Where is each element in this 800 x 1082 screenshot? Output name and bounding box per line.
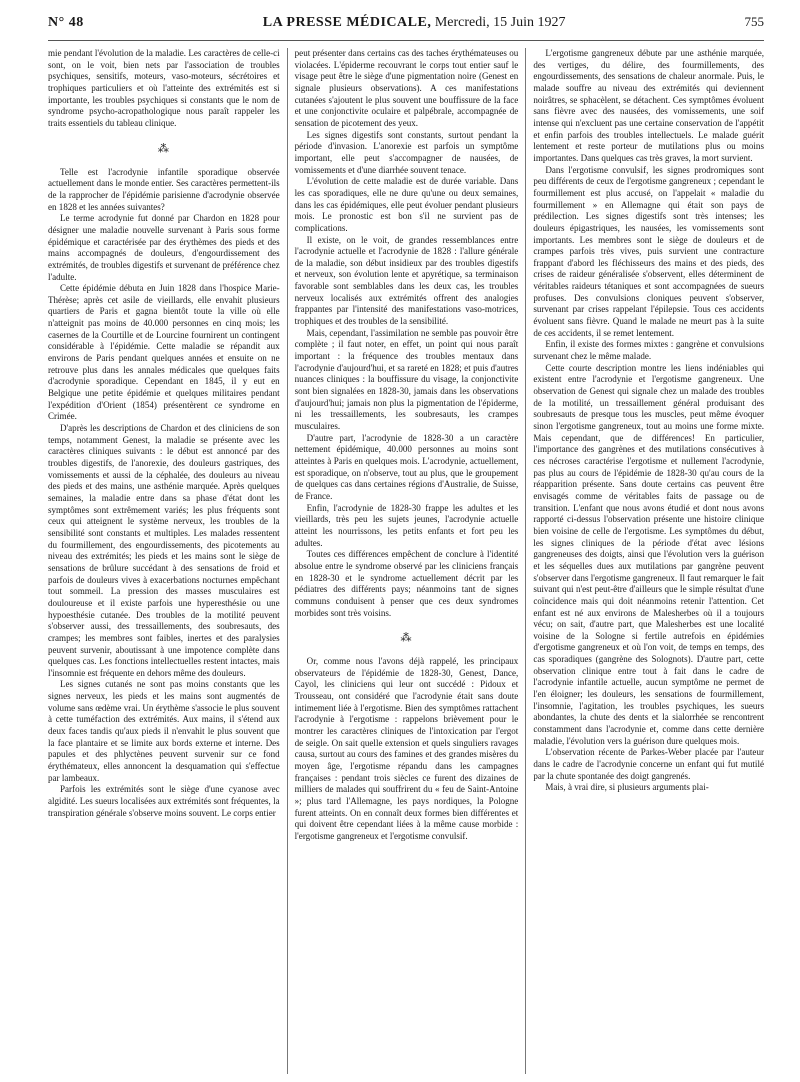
paragraph: Il existe, on le voit, de grandes ressemblances entre l'acrodynie actuelle et l'acrodynie de 1828 : l'allure générale de la maladie, son début insidieux par des troubles digestifs et nerveux, son évolution lente et apyrétique, sa terminaison favorable sont semblables dans les deux cas, les troubles nerveux localisés aux extrémités offrent des analogies frappantes par l'intensité des manifestations vaso-motrices, trophiques et des troubles de la sensibilité. bbox=[294, 234, 519, 327]
section-separator: ⁂ bbox=[400, 632, 413, 645]
section-separator: ⁂ bbox=[157, 142, 170, 155]
paragraph: Mais, à vrai dire, si plusieurs arguments plai- bbox=[545, 782, 709, 793]
journal-name: LA PRESSE MÉDICALE, bbox=[262, 15, 432, 30]
paragraph: L'évolution de cette maladie est de durée variable. Dans les cas sporadiques, elle ne dure qu'une ou deux semaines, dans les cas épidémiques, elle peut évoluer pendant plusieurs mois. Le pronostic est bon s'il ne survient pas de complications. bbox=[294, 176, 519, 233]
paragraph: Enfin, il existe des formes mixtes : gangrène et convulsions survenant chez le même malade. bbox=[533, 339, 764, 362]
paragraph: Dans l'ergotisme convulsif, les signes prodromiques sont peu différents de ceux de l'ergotisme gangreneux ; cependant le fourmillement est plus accusé, on l'appelait « maladie du fourmillement » en Allemagne qui était son pays de prédilection. Les signes digestifs sont très intenses; les douleurs épigastriques, les nausées, les vomissements sont importants. Les membres sont le siège de douleurs et de crampes parfois très vives, puis survient une contracture frappant d'abord les fléchisseurs des mains et des pieds, des crises de raideur généralisée s'observent, elles déterminent de véritables raideurs tétaniques et sont accompagnées de sueurs profuses. Des convulsions cloniques peuvent s'observer, survenant par crises rappelant l'épilepsie. Tous ces accidents évoluent sans fièvre. Quand le malade ne meurt pas à la suite de ces accidents, il se remet lentement. bbox=[533, 164, 764, 338]
paragraph: Les signes digestifs sont constants, surtout pendant la période d'invasion. L'anorexie est parfois un symptôme important, elle peut s'accompagner de nausées, de vomissements et d'une diarrhée souvent tenace. bbox=[294, 129, 519, 175]
page-number: 755 bbox=[744, 14, 764, 29]
paragraph: Parfois les extrémités sont le siège d'une cyanose avec algidité. Les sueurs localisées aux extrémités sont fréquentes, la transpiration générale s'observe moins souvent. Le corps entier bbox=[48, 784, 280, 818]
paragraph: Les signes cutanés ne sont pas moins constants que les signes nerveux, les pieds et les mains sont augmentés de volume sans œdème vrai. Un érythème s'associe le plus souvent à cette tuméfaction des extrémités. Aux mains, il s'étend aux deux faces tandis qu'aux pieds il n'envahit le plus souvent que la face plantaire et se limite aux bords externe et interne. Des papules et des phlyctènes peuvent survenir sur ce fond érythémateux, elles annoncent la desquamation qui s'effectue par lambeaux. bbox=[48, 679, 280, 783]
running-title bbox=[263, 15, 566, 31]
column-3 bbox=[525, 48, 764, 1074]
paragraph: peut présenter dans certains cas des taches érythémateuses ou violacées. L'épiderme recouvrant le corps tout entier sauf le visage peut être le siège d'une pigmentation noire (Genest en signale plusieurs observations). A ces manifestations cutanées s'ajoutent le plus souvent une bouffissure de la face et une conjonctivite oculaire et palpébrale, accompagnée de sensation de picotement des yeux. bbox=[294, 48, 519, 128]
paragraph: Or, comme nous l'avons déjà rappelé, les principaux observateurs de l'épidémie de 1828-30, Genest, Dance, Cayol, les cliniciens qui leur ont succédé : Pidoux et Trousseau, ont considéré que l'acrodynie était sans doute intimement liée à l'ergotisme. Bien des symptômes rattachent l'acrodynie à l'ergotisme : rappelons brièvement pour le montrer les caractères cliniques de l'intoxication par l'ergot de seigle. On sait quelle extension et quels singuliers ravages causa, surtout au cours des famines et des grandes misères du moyen âge, l'ergotisme répandu dans les campagnes françaises : pendant trois siècles ce furent des dizaines de milliers de malades qui souffrirent du « feu de Saint-Antoine »; plus tard l'Allemagne, les pays nordiques, la Pologne furent atteints. On en connaît deux formes bien différentes et qui doivent être cependant liées à la même cause morbide : l'ergotisme gangreneux et l'ergotisme convulsif. bbox=[294, 656, 519, 841]
article-body bbox=[48, 48, 764, 1074]
paragraph: Mais, cependant, l'assimilation ne semble pas pouvoir être complète ; il faut noter, en effet, un point qui nous paraît important : la fréquence des troubles mentaux dans l'acrodynie d'aujourd'hui, et sa rareté en 1828; et puis d'autres nuances cliniques : la bouffissure du visage, la conjonctivite sont bien signalées en 1828-30, jamais dans les observations d'aujourd'hui; jamais non plus la pigmentation de l'épiderme, ni les tressaillements, les soubresauts, les crampes musculaires. bbox=[294, 327, 519, 431]
paragraph: L'observation récente de Parkes-Weber placée par l'auteur dans le cadre de l'acrodynie concerne un enfant qui fut mutilé par la chute spontanée des doigt gangrenés. bbox=[533, 747, 764, 781]
paragraph: D'autre part, l'acrodynie de 1828-30 a un caractère nettement épidémique, 40.000 personnes au moins sont atteintes à Paris en quelques mois. L'acrodynie, actuellement, est sporadique, on n'observe, tout au plus, que le groupement de quelques cas dans certaines régions d'Australie, de Suisse, de France. bbox=[294, 432, 519, 501]
paragraph: D'après les descriptions de Chardon et des cliniciens de son temps, notamment Genest, la maladie se présente avec les caractères cliniques suivants : le début est annoncé par des troubles digestifs, de l'anorexie, des douleurs gastriques, des vomissements et aussi de la céphalée, des douleurs au niveau des pieds et des mains, une asthénie marquée. Après quelques semaines, la maladie entre dans sa phase d'état dont les symptômes sont extrêmement variés; les plus fréquents sont ceux qui atteignent le système nerveux, les troubles de la sensibilité sont constants et multiples. Les malades ressentent du fourmillement, des engourdissements, des picotements au niveau des extrémités; les pieds et les mains sont le siège de sensations de brûlure succédant à des sensations de froid et parfois de douleurs vives à exacerbations nocturnes empêchant tout sommeil. La pression des masses musculaires est douloureuse et il existe parfois une hyperesthésie ou une hypoesthésie cutanée. Des troubles de la motilité peuvent s'observer aussi, des tressaillements, des soubresauts, des crampes; les membres sont faibles, inertes et des paralysies peuvent survenir, aboutissant à une impotence complète dans quelques cas. Les fonctions intellectuelles restent intactes, mais l'insomnie est fréquente en dehors même des douleurs. bbox=[48, 423, 280, 678]
issue-number: N° 48 bbox=[48, 15, 84, 30]
paragraph: Toutes ces différences empêchent de conclure à l'identité absolue entre le syndrome observé par les cliniciens français en 1828-30 et le syndrome actuellement décrit par les pédiatres des différents pays; néanmoins tant de signes communs conduisent à penser que ces deux syndromes morbides sont très voisins. bbox=[294, 549, 519, 618]
issue-date: Mercredi, 15 Juin 1927 bbox=[434, 15, 566, 30]
page-header bbox=[48, 14, 764, 41]
column-2 bbox=[287, 48, 526, 1074]
paragraph: Enfin, l'acrodynie de 1828-30 frappe les adultes et les vieillards, très peu les sujets jeunes, l'acrodynie actuelle atteint les nourrissons, les petits enfants et fort peu les adultes. bbox=[294, 502, 519, 548]
paragraph: mie pendant l'évolution de la maladie. Les caractères de celle-ci sont, on le voit, bien nets par l'association de troubles psychiques, sensitifs, moteurs, vaso-moteurs, sécrétoires et trophiques particuliers et où l'atteinte des extrémités est si importante, les troubles psychiques si constants que le nom de syndrome psycho-acropathologique nous paraît rappeler les traits essentiels du tableau clinique. bbox=[48, 48, 280, 128]
paragraph: Cette épidémie débuta en Juin 1828 dans l'hospice Marie-Thérèse; après cet asile de vieillards, elle envahit plusieurs quartiers de Paris et gagna bientôt toute la ville où elle n'atteignit pas moins de 40.000 personnes en cinq mois; les casernes de la Courtille et de Lourcine fournirent un contingent considérable à l'épidémie. Cette maladie se répandit aux environs de Paris pendant quelques années et ensuite on ne retrouve plus dans les annales médicales que quelques faits d'acrodynie sporadique. Cependant en 1845, il y eut en Belgique une petite épidémie et quelques militaires pendant l'expédition d'Orient (1854) présentèrent ce syndrome en Crimée. bbox=[48, 283, 280, 422]
paragraph: Telle est l'acrodynie infantile sporadique observée actuellement dans le monde entier. Ses caractères permettent-ils de la rapprocher de l'épidémie parisienne d'acrodynie observée en 1828 et les années suivantes? bbox=[48, 166, 280, 212]
paragraph: L'ergotisme gangreneux débute par une asthénie marquée, des vertiges, du délire, des fourmillements, des engourdissements, des sensations de chaleur anormale. Puis, le malade souffre au niveau des extrémités qui deviennent noirâtres, se sphacèlent, se détachent. Ces symptômes évoluent sans fièvre avec des nausées, des vomissements, une soif intense qui n'excluent pas une certaine conservation de l'appétit et enfin parfois des troubles intellectuels. Le malade guérit lentement et reste porteur de mutilations plus ou moins importantes. Dans quelques cas très graves, la mort survient. bbox=[533, 48, 764, 163]
column-1 bbox=[48, 48, 287, 1074]
paragraph: Cette courte description montre les liens indéniables qui existent entre l'acrodynie et l'ergotisme gangreneux. Une observation de Genest qui signale chez un malade des troubles de la motilité, un tressaillement général produisant des soubresauts de presque tous les muscles, peut même évoquer sinon l'ergotisme gangreneux, tout au moins une forme mixte. Mais cependant, que de différences! En particulier, l'importance des gangrènes et des mutilations consécutives à ces nécroses caractérise l'ergotisme et nullement l'acrodynie, pas plus au cours de l'épidémie de 1828-30 qu'au cours de la réapparition présente. Sans doute certains cas peuvent être envisagés comme de véritables faits de passage ou de transition. L'enfant que nous avons étudié et dont nous avons rapporté ci-dessus l'observation présente une histoire clinique bien voisine de celle de l'ergotisme. Les symptômes du début, les signes cliniques de la période d'état avec lésions gangreneuses des doigts, ainsi que l'évolution vers la guérison et les séquelles dues aux mutilations par gangrène peuvent s'observer dans l'ergotisme gangreneux. Il faut remarquer le fait suivant qui n'est peut-être d'ailleurs que le simple résultat d'une coïncidence mais qui doit néanmoins retenir l'attention. Cet enfant est né aux environs de Malesherbes où il a toujours vécu; on sait, d'autre part, que Malesherbes est une localité voisine de la Sologne si fertile autrefois en épidémies d'ergotisme gangreneux et où l'on voit, de temps en temps, des cas sporadiques (gangrène des Solognots). D'autre part, cette observation clinique entre tout à fait dans le cadre de l'acrodynie infantile actuelle, aucun symptôme ne permet de l'en éloigner; les douleurs, les sensations de fourmillement, l'insomnie, l'agitation, les troubles psychiques, les sueurs abondantes, la chute des dents et la sialorrhée se rencontrent constamment dans l'acrodynie et, comme dans cette dernière maladie, l'évolution vers la guérison dure quelques mois. bbox=[533, 362, 764, 746]
paragraph: Le terme acrodynie fut donné par Chardon en 1828 pour désigner une maladie nouvelle survenant à Paris sous forme épidémique et caractérisée par des érythèmes des pieds et des mains accompagnés de douleurs, d'engourdissement des extrémités, de troubles digestifs et survenant de préférence chez l'adulte. bbox=[48, 213, 280, 282]
